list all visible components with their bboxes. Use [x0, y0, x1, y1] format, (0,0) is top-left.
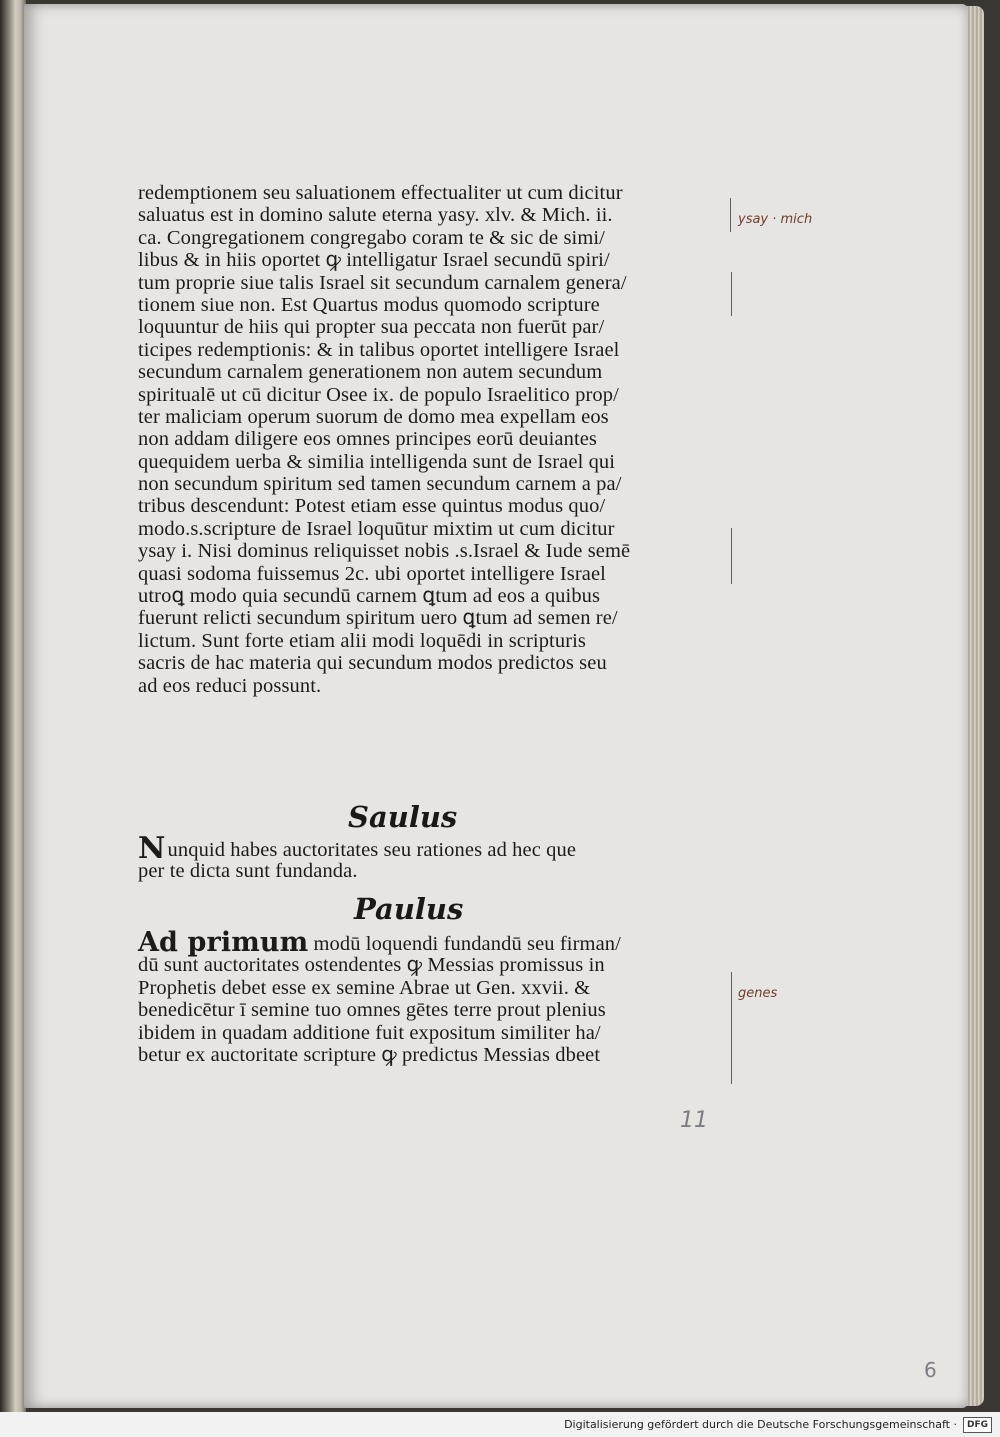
text-line: non addam diligere eos omnes principes eorū deuiantes — [138, 428, 598, 451]
text-line: ad eos reduci possunt. — [138, 674, 322, 697]
footer-credit: Digitalisierung gefördert durch die Deutsche Forschungsgemeinschaft · — [564, 1418, 957, 1431]
text-line: sacris de hac materia qui secundum modos predictos seu — [138, 652, 607, 675]
text-line: tribus descendunt: Potest etiam esse quintus modus quo/ — [138, 495, 606, 518]
text-line-content: unquid habes auctoritates seu rationes ad hec que — [167, 839, 577, 861]
speaker-heading-saulus: Saulus — [348, 800, 458, 834]
text-line: utroꝗ modo quia secundū carnem ꝗtum ad eos a quibus — [138, 585, 601, 608]
text-line: ysay i. Nisi dominus reliquisset nobis .s.Israel & Iude semē — [138, 540, 631, 563]
text-line: spiritualē ut cū dicitur Osee ix. de populo Israelitico prop/ — [138, 383, 619, 406]
speaker-heading-paulus: Paulus — [354, 892, 464, 926]
text-line: loquuntur de hiis qui propter sua peccata non fuerūt par/ — [138, 316, 605, 339]
saulus-text-block — [138, 831, 728, 883]
text-line: quequidem uerba & similia intelligenda sunt de Israel qui — [138, 450, 616, 473]
text-line: ca. Congregationem congregabo coram te & sic de simi/ — [138, 226, 605, 249]
paulus-text-block — [138, 927, 728, 1066]
margin-bracket — [731, 528, 736, 584]
text-line: lictum. Sunt forte etiam alii modi loquēdi in scripturis — [138, 629, 586, 652]
text-line: redemptionem seu saluationem effectualiter ut cum dicitur — [138, 182, 623, 204]
text-line: secundum carnalem generationem non autem secundum — [138, 361, 603, 384]
text-line: quasi sodoma fuissemus 2c. ubi oportet intelligere Israel — [138, 562, 606, 585]
pencil-folio-number: 11 — [680, 1108, 708, 1133]
left-page-stack — [0, 0, 26, 1412]
footer-bar — [0, 1412, 1000, 1437]
text-line: ibidem in quadam additione fuit expositum similiter ha/ — [138, 1021, 601, 1044]
text-line — [138, 831, 728, 866]
text-line: per te dicta sunt fundanda. — [138, 860, 358, 883]
text-line: betur ex auctoritate scripture ꝙ predictus Messias dbeet — [138, 1043, 601, 1066]
dfg-logo: DFG — [963, 1417, 992, 1433]
text-line — [138, 927, 728, 958]
text-line: tum proprie siue talis Israel sit secundum carnalem genera/ — [138, 271, 627, 294]
text-line-content: modū loquendi fundandū seu firman/ — [308, 933, 621, 955]
margin-note-ysay-mich: ysay · mich — [738, 212, 813, 227]
pencil-corner-mark: 6 — [924, 1358, 937, 1382]
margin-bracket — [730, 198, 735, 232]
text-line: dū sunt auctoritates ostendentes ꝙ Messias promissus in — [138, 954, 605, 977]
text-line: tionem siue non. Est Quartus modus quomodo scripture — [138, 293, 600, 316]
text-line: fuerunt relicti secundum spiritum uero ꝗtum ad semen re/ — [138, 607, 618, 630]
margin-note-genes: genes — [738, 986, 778, 1001]
margin-bracket — [731, 972, 736, 1084]
text-line: non secundum spiritum sed tamen secundum carnem a pa/ — [138, 473, 622, 496]
text-line: benedicētur ī semine tuo omnes gētes terre prout plenius — [138, 999, 606, 1022]
opening-words: Ad primum — [138, 927, 309, 958]
text-line: modo.s.scripture de Israel loquūtur mixtim ut cum dicitur — [138, 517, 615, 540]
text-line: ticipes redemptionis: & in talibus oportet intelligere Israel — [138, 338, 620, 361]
text-line: saluatus est in domino salute eterna yasy. xlv. & Mich. ii. — [138, 204, 613, 227]
text-line: Prophetis debet esse ex semine Abrae ut Gen. xxvii. & — [138, 976, 591, 999]
text-line: ter maliciam operum suorum de domo mea expellam eos — [138, 405, 609, 428]
drop-initial: N — [138, 831, 166, 866]
right-page-edge — [966, 6, 984, 1406]
main-text-block — [138, 182, 728, 697]
text-line: libus & in hiis oportet ꝙ intelligatur Israel secundū spiri/ — [138, 249, 610, 272]
margin-bracket — [731, 272, 736, 316]
